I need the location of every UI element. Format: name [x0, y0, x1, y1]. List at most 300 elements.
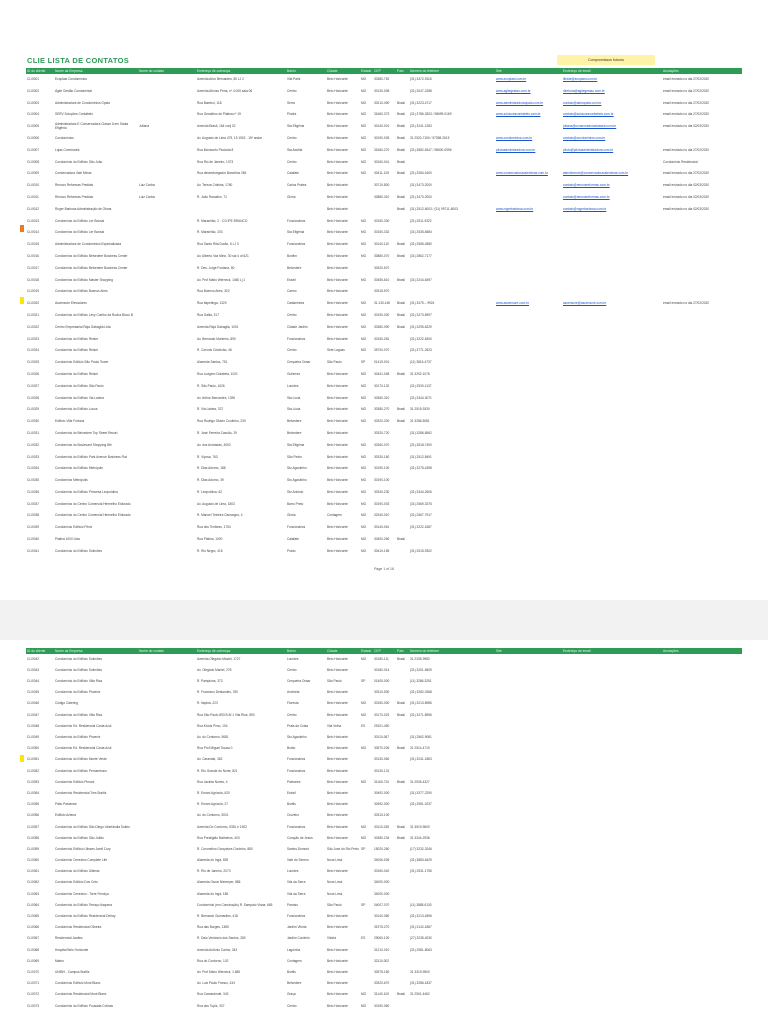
cell-contact-name	[138, 216, 196, 228]
cell-email	[562, 334, 662, 346]
cell-country	[396, 1001, 409, 1012]
table-row[interactable]	[26, 180, 742, 192]
cell-website	[495, 978, 562, 989]
table-row[interactable]	[26, 428, 742, 440]
cell-contact-name	[138, 475, 196, 487]
cell-contact-name	[138, 755, 196, 766]
table-row[interactable]	[26, 98, 742, 110]
cell-billing-address: Av. do Contorno, 9681	[197, 735, 229, 739]
cell-website	[495, 452, 562, 464]
cell-phone: (31) 3284-1600	[410, 171, 432, 176]
table-row[interactable]	[26, 811, 742, 822]
cell-country	[396, 216, 409, 228]
cell-notes: email enviado no dia 27/02/2020	[663, 147, 710, 152]
cell-state: MG	[361, 171, 367, 176]
cell-email[interactable]: contato@solucoescontabeis.com.br	[563, 112, 614, 117]
column-header-email: Endereço de email	[562, 648, 662, 654]
table-row[interactable]	[26, 416, 742, 428]
cell-client-id: CLI0024	[27, 348, 40, 353]
table-row[interactable]	[26, 967, 742, 978]
cell-neighborhood: Vale do Sereno	[287, 858, 309, 863]
table-row[interactable]	[26, 475, 742, 487]
table-row[interactable]	[26, 86, 742, 98]
cell-website	[495, 216, 562, 228]
cell-neighborhood: Centro	[287, 667, 297, 672]
cell-email[interactable]: ascensore@ascensore.com.br	[563, 301, 607, 306]
column-header-billing-address: Endereço de cobrança	[196, 68, 286, 74]
cell-zip: 30310-100	[374, 813, 390, 818]
cell-company-name: Condomínio do Edifício Lucca	[55, 407, 98, 412]
cell-contact-name	[138, 811, 196, 822]
cell-contact-name	[138, 204, 196, 216]
cell-notes	[662, 844, 742, 855]
cell-email	[562, 710, 662, 721]
cell-country	[396, 286, 409, 298]
cell-neighborhood: Coração de Jesus	[287, 835, 313, 840]
cell-billing-address: Rua São Paulo 893 B Af 1 Vila Rica, 893	[197, 712, 255, 717]
column-header-website: Site	[495, 68, 562, 74]
cell-client-id: CLI0029	[27, 407, 40, 412]
cell-client-id: CLI0034	[27, 466, 40, 471]
cell-billing-address: Rua Prestigião Malheiros, 403	[197, 835, 240, 840]
cell-client-id: CLI0001	[27, 77, 40, 81]
cell-phone: (27) 3235-4030	[410, 936, 432, 941]
table-row[interactable]	[26, 799, 742, 810]
cell-neighborhood: Funcionários	[287, 242, 306, 247]
cell-billing-address: Avenida Afonso Pena, nº 4.000 sala 06	[197, 88, 253, 93]
table-row[interactable]	[26, 216, 742, 228]
cell-notes	[662, 534, 742, 546]
table-row[interactable]	[26, 109, 742, 121]
table-row[interactable]	[26, 393, 742, 405]
cell-notes: Condomínio Residencial	[663, 159, 698, 164]
cell-neighborhood: Centro	[287, 159, 297, 164]
table-row[interactable]	[26, 298, 742, 310]
cell-email[interactable]: contato@admopala.com.br	[563, 100, 602, 105]
cell-billing-address: Rua Platina, 1000	[197, 537, 223, 542]
cell-website[interactable]: www.rogerbarbosa.com.br	[496, 206, 534, 211]
table-row[interactable]	[26, 239, 742, 251]
cell-zip: 30330-160	[374, 454, 390, 459]
cell-notes	[662, 934, 742, 945]
cell-notes: email enviado no dia 27/02/2020	[663, 77, 710, 81]
cell-contact-name	[138, 967, 196, 978]
cell-billing-address: Avenida Artur Bernardes, 80 LJ 2	[197, 77, 244, 81]
cell-company-name: UNIBH - Campus Buritis	[55, 969, 90, 974]
cell-contact-name: Luiz Carlos	[139, 194, 155, 199]
table-row[interactable]	[26, 263, 742, 275]
cell-email[interactable]: contato@rogerbarbosa.com.br	[563, 206, 607, 211]
cell-email	[562, 534, 662, 546]
cell-state: MG	[361, 112, 367, 117]
table-row[interactable]	[26, 345, 742, 357]
cell-email	[562, 721, 662, 732]
cell-state	[360, 192, 373, 204]
table-row[interactable]	[26, 934, 742, 945]
cell-website[interactable]: www.conservadoravaleminas.com.br	[496, 171, 548, 176]
cell-email	[562, 440, 662, 452]
cell-country	[396, 799, 409, 810]
cell-city: Belo Horizonte	[327, 135, 348, 140]
cell-neighborhood: Burito	[287, 746, 296, 751]
cell-state: MG	[361, 701, 367, 706]
table-row[interactable]	[26, 889, 742, 900]
cell-neighborhood: Funcionários	[287, 914, 306, 918]
cell-zip: 30160-041	[374, 159, 390, 164]
cell-billing-address: R. Dias Adorno, 188	[197, 466, 226, 471]
cell-website[interactable]: www.administradoraopala.com.br	[496, 100, 544, 105]
cell-neighborhood: Vila Paris	[287, 77, 301, 81]
cell-email	[562, 216, 662, 228]
cell-company-name: Condomínio Edifício Fênix	[55, 525, 93, 530]
table-row[interactable]	[26, 275, 742, 287]
cell-client-id: CLI0054	[27, 790, 40, 795]
cell-zip: 30110-035	[374, 824, 390, 829]
cell-website	[495, 416, 562, 428]
cell-client-id: CLI0005	[27, 124, 40, 129]
table-row[interactable]	[26, 777, 742, 788]
cell-contact-name	[138, 766, 196, 777]
table-row[interactable]	[26, 755, 742, 766]
cell-billing-address: R. Leopoldina, 62	[197, 489, 222, 494]
cell-neighborhood: Contagem	[287, 958, 302, 963]
cell-country	[396, 923, 409, 934]
table-row[interactable]	[26, 844, 742, 855]
cell-email	[562, 777, 662, 788]
cell-city: Belo Horizonte	[327, 312, 348, 317]
cell-city: Belo Horizonte	[327, 501, 348, 506]
cell-contact-name	[138, 404, 196, 416]
cell-website	[495, 393, 562, 405]
table-row[interactable]	[26, 990, 742, 1001]
cell-city: Belo Horizonte	[327, 701, 348, 706]
cell-email	[562, 499, 662, 511]
cell-phone	[409, 889, 495, 900]
table-row[interactable]	[26, 867, 742, 878]
cell-phone	[409, 721, 495, 732]
cell-neighborhood: Cerqueira César	[287, 679, 311, 684]
cell-contact-name	[138, 86, 196, 98]
cell-client-id: CLI0046	[27, 701, 40, 706]
table-row[interactable]	[26, 499, 742, 511]
cell-website[interactable]: pilotoadministradora.com.br	[496, 147, 536, 152]
cell-state: MG	[361, 88, 367, 93]
table-row[interactable]	[26, 534, 742, 546]
table-row[interactable]	[26, 923, 742, 934]
cell-country	[396, 665, 409, 676]
cell-email	[562, 310, 662, 322]
cell-website	[495, 534, 562, 546]
cell-country	[396, 74, 409, 86]
cell-company-name: Residencial Jardins	[55, 936, 83, 941]
cell-company-name: Centro Empresarial Rajá Gabaglia Ltda	[55, 324, 111, 329]
cell-city: Belo Horizonte	[327, 419, 348, 424]
cell-country: Brasil	[397, 371, 405, 376]
cell-country	[396, 889, 409, 900]
cell-contact-name: Juliana	[139, 124, 150, 129]
table-row[interactable]	[26, 978, 742, 989]
table-row[interactable]	[26, 286, 742, 298]
column-header-state: Estado	[361, 69, 372, 73]
table-row[interactable]	[26, 510, 742, 522]
table-row[interactable]	[26, 665, 742, 676]
cell-email	[562, 699, 662, 710]
table-row[interactable]	[26, 822, 742, 833]
cell-zip: 30380-234	[374, 835, 390, 840]
cell-zip: 30140-001	[374, 124, 390, 129]
cell-zip: 30710-800	[374, 183, 390, 188]
table-row[interactable]	[26, 1001, 742, 1012]
cell-billing-address: Av. Olegário Maciel, 278	[197, 667, 232, 672]
cell-notes	[662, 1001, 742, 1012]
cell-website	[495, 440, 562, 452]
table-row[interactable]	[26, 699, 742, 710]
cell-email[interactable]: piloto@pilotoadministradora.com.br	[563, 147, 614, 152]
cell-city: São Paulo	[327, 902, 342, 907]
cell-phone: 31 2520-7150 / 97358-2615	[410, 135, 450, 140]
table-row[interactable]	[26, 404, 742, 416]
table-row[interactable]	[26, 744, 742, 755]
cell-company-name: Condomínio do Edifício Belvedere Business Center	[55, 265, 128, 270]
cell-company-name: Código Catering	[55, 701, 79, 706]
cell-billing-address: Av. Augusto de Lima, 1803	[197, 501, 235, 506]
cell-zip: 30320-670	[374, 265, 390, 270]
table-row[interactable]	[26, 766, 742, 777]
cell-client-id: CLI0012	[27, 206, 40, 211]
table-row[interactable]	[26, 732, 742, 743]
cell-client-id: CLI0037	[27, 501, 40, 506]
cell-phone: (31) 3241-1283	[410, 124, 432, 129]
cell-client-id: CLI0030	[27, 419, 40, 424]
cell-neighborhood: Graça	[287, 992, 296, 997]
cell-email[interactable]: contato@condominios.com.br	[563, 135, 606, 140]
cell-company-name: Condomínio Residencial Mont Blanc	[55, 992, 107, 997]
cell-state: MG	[361, 489, 367, 494]
table-row[interactable]	[26, 381, 742, 393]
cell-billing-address: Av. Prof Mário Werneck, 1460 Lj 1	[197, 277, 246, 282]
cell-phone	[409, 263, 495, 275]
cell-phone: 31 3292-1076	[410, 371, 430, 376]
cell-website[interactable]: www.ecoplast.com.br	[496, 77, 527, 81]
cell-neighborhood: Sta Amélia	[287, 147, 303, 152]
cell-neighborhood: Sto Agostinho	[287, 466, 307, 471]
cell-email[interactable]: atendimento@conservadoravaleminas.com.br	[563, 171, 629, 176]
cell-country: Brasil	[397, 253, 405, 258]
cell-neighborhood: Estoril	[287, 277, 296, 282]
cell-phone: (31) 2862-7177	[410, 253, 432, 258]
cell-email	[562, 923, 662, 934]
cell-phone	[409, 157, 495, 169]
cell-zip: 31660-373	[374, 112, 390, 117]
cell-email[interactable]: contato@renovareformas.com.br	[563, 194, 610, 199]
cell-zip: 30570-206	[374, 746, 390, 751]
cell-contact-name	[138, 945, 196, 956]
cell-neighborhood: Centro	[287, 88, 297, 93]
cell-zip: 32340-010	[374, 513, 390, 518]
table-row[interactable]	[26, 227, 742, 239]
cell-billing-address: Rua Bambuí, 118	[197, 100, 222, 105]
cell-notes: email enviado no dia 27/02/2020	[663, 171, 710, 176]
cell-notes	[662, 732, 742, 743]
table-row[interactable]	[26, 145, 742, 157]
table-row[interactable]	[26, 357, 742, 369]
table-row[interactable]	[26, 911, 742, 922]
cell-notes	[662, 799, 742, 810]
cell-zip: 30260-070	[374, 442, 390, 447]
table-row[interactable]	[26, 192, 742, 204]
cell-phone: (31) 3295-6229	[410, 324, 432, 329]
cell-website[interactable]: www.ascensore.com.br	[496, 301, 529, 306]
cell-client-id: CLI0049	[27, 735, 40, 739]
cell-city: Nova Lima	[327, 880, 343, 885]
cell-country: Brasil	[397, 835, 405, 840]
cell-phone: (31) 3273-6997	[410, 312, 432, 317]
cell-company-name: Condomínio do Edifício Villa Rica	[55, 712, 103, 717]
cell-country: Brasil	[397, 206, 405, 211]
cell-state	[360, 180, 373, 192]
cell-neighborhood: Jardim Vitória	[287, 925, 307, 930]
table-row[interactable]	[26, 654, 742, 665]
document-title: CLIE LISTA DE CONTATOS	[27, 56, 130, 65]
cell-email	[562, 263, 662, 275]
cell-email[interactable]: juliana@conservadoraclassea.com.br	[563, 124, 617, 129]
cell-zip: 31160-710	[374, 779, 390, 784]
cell-country	[396, 811, 409, 822]
cell-billing-address: Av. Luiz Paulo Franco, 434	[197, 981, 235, 986]
table-row[interactable]	[26, 369, 742, 381]
cell-zip: 30130-008	[374, 88, 390, 93]
cell-state: MG	[361, 312, 367, 317]
cell-contact-name: Luiz Carlos	[139, 183, 155, 188]
cell-company-name: Condomínio do Centro Comercial Hermelho Eldorado	[55, 513, 131, 518]
column-header-city: Cidade	[326, 648, 360, 654]
cell-company-name: Condomínio do Edifício Solimões	[55, 656, 102, 661]
cell-city: Belo Horizonte	[327, 969, 348, 974]
cell-zip: 30315-570	[374, 289, 390, 294]
cell-country	[396, 911, 409, 922]
table-row[interactable]	[26, 440, 742, 452]
table-row[interactable]	[26, 251, 742, 263]
cell-state: MG	[361, 124, 367, 129]
cell-billing-address: Av. Tereza Cristina, 1760	[197, 183, 233, 188]
table-row[interactable]	[26, 487, 742, 499]
cell-city: Belo Horizonte	[327, 253, 348, 258]
table-row[interactable]	[26, 546, 742, 558]
table-row[interactable]	[26, 204, 742, 216]
table-row[interactable]	[26, 310, 742, 322]
table-row[interactable]	[26, 157, 742, 169]
table-row[interactable]	[26, 322, 742, 334]
cell-company-name: Condomínio Residencial Oliveira	[55, 925, 102, 930]
cell-phone: (31) 2535-6584	[410, 230, 432, 235]
table-row[interactable]	[26, 463, 742, 475]
cell-client-id: CLI0063	[27, 891, 40, 896]
table-row[interactable]	[26, 721, 742, 732]
table-row[interactable]	[26, 855, 742, 866]
table-row[interactable]	[26, 168, 742, 180]
table-row[interactable]	[26, 945, 742, 956]
table-row[interactable]	[26, 956, 742, 967]
cell-company-name: Administradora E Conservadora Classe A em Santa Efigênia	[55, 122, 129, 131]
cell-city: Belo Horizonte	[327, 712, 348, 717]
table-row[interactable]	[26, 452, 742, 464]
cell-zip: 30400-260	[374, 537, 390, 542]
cell-city: São José do Rio Preto	[327, 846, 359, 851]
table-row[interactable]	[26, 121, 742, 133]
cell-city: Belo Horizonte	[327, 947, 348, 952]
cell-website	[495, 157, 562, 169]
cell-company-name: Condomínio do Edifício Reiser	[55, 348, 99, 353]
cell-contact-name	[138, 889, 196, 900]
cell-billing-address: Avenida Rajá Gabaglia, 1001	[197, 324, 239, 329]
table-row[interactable]	[26, 334, 742, 346]
cell-billing-address: Condomínio (em Construção) R. Sampaio Viana, 665	[197, 902, 273, 907]
cell-notes	[662, 744, 742, 755]
cell-website[interactable]: www.agilegestao.com.br	[496, 88, 531, 93]
table-row[interactable]	[26, 788, 742, 799]
cell-company-name: Platina 1000 Ltda	[55, 537, 80, 542]
page-number: Page 1 of 16	[374, 567, 394, 571]
cell-zip: 30190-100	[374, 478, 390, 483]
cell-billing-address: Av. Alberto Vaz Melo, 30 sal 4 of 621	[197, 253, 249, 258]
cell-email	[562, 967, 662, 978]
cell-email[interactable]: ilbdde@ecoplast.com.br	[563, 77, 598, 81]
cell-website	[495, 665, 562, 676]
cell-email[interactable]: contato@renovareformas.com.br	[563, 183, 610, 188]
cell-email	[562, 286, 662, 298]
table-row[interactable]	[26, 133, 742, 145]
cell-email	[562, 1001, 662, 1012]
cell-state	[360, 889, 373, 900]
cell-contact-name	[138, 676, 196, 687]
cell-client-id: CLI0066	[27, 925, 40, 930]
table-row[interactable]	[26, 878, 742, 889]
table-row[interactable]	[26, 688, 742, 699]
cell-country	[396, 227, 409, 239]
cell-neighborhood: Belvedere	[287, 430, 302, 435]
cell-state: MG	[361, 407, 367, 412]
table-row[interactable]	[26, 676, 742, 687]
cell-notes	[662, 900, 742, 911]
table-row[interactable]	[26, 710, 742, 721]
cell-website[interactable]: www.condominios.com.br	[496, 135, 533, 140]
table-row[interactable]	[26, 74, 742, 86]
cell-notes	[662, 227, 742, 239]
cell-phone	[409, 878, 495, 889]
cell-email	[562, 357, 662, 369]
cell-billing-address: Avenida Antônio Carlos, 343	[197, 947, 238, 952]
cell-neighborhood: Gutierrez	[287, 371, 301, 376]
table-row[interactable]	[26, 900, 742, 911]
cell-email[interactable]: diretoria@agilegestao.com.br	[563, 88, 605, 93]
cell-email	[562, 416, 662, 428]
cell-city: Belo Horizonte	[327, 757, 348, 762]
cell-billing-address: R. Maranhão, 203	[197, 230, 223, 235]
cell-zip: 30410-155	[374, 548, 390, 553]
cell-state	[360, 855, 373, 866]
cell-client-id: CLI0015	[27, 242, 40, 247]
cell-billing-address: Alameda do Ingá, 186	[197, 891, 229, 896]
cell-notes: email enviado no dia 02/03/2020	[663, 194, 710, 199]
cell-zip: 30380-752	[374, 77, 390, 81]
table-row[interactable]	[26, 833, 742, 844]
cell-neighborhood: Lourdes	[287, 656, 299, 661]
cell-email	[562, 945, 662, 956]
table-row[interactable]	[26, 522, 742, 534]
cell-notes	[662, 699, 742, 710]
cell-website[interactable]: www.solucoescontabeis.com.br	[496, 112, 541, 117]
cell-country: Brasil	[397, 100, 405, 105]
